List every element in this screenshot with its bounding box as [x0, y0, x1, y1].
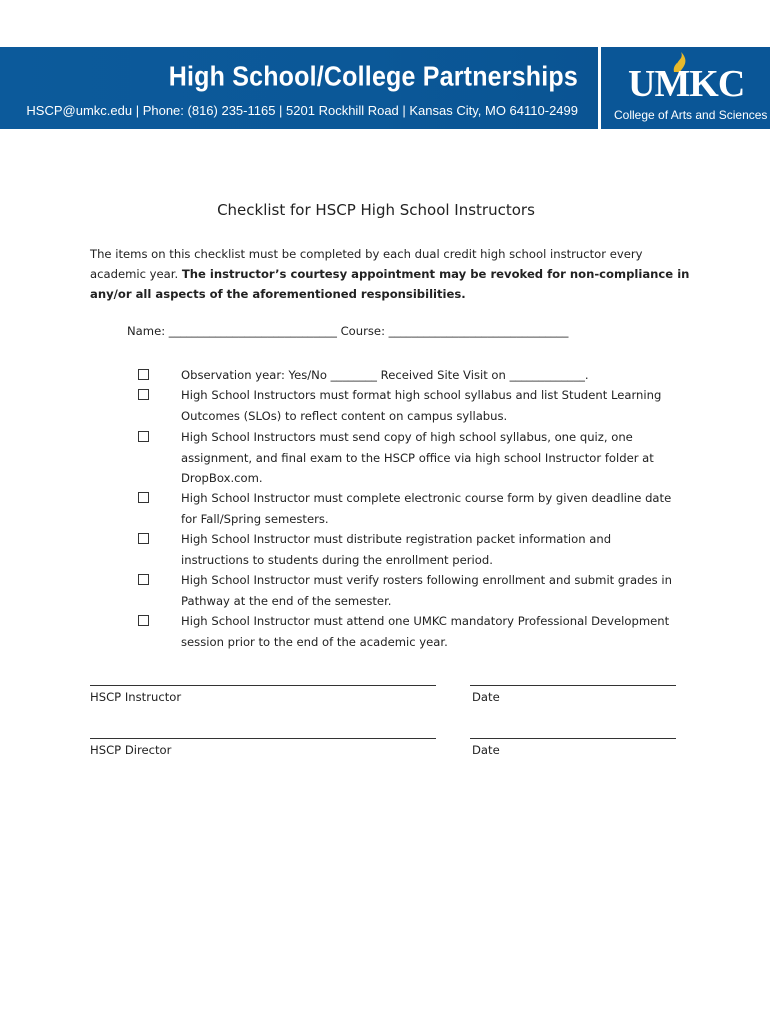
header-contact: HSCP@umkc.edu | Phone: (816) 235-1165 | 5201 Rockhill Road | Kansas City, MO 64110-2499	[26, 103, 578, 118]
checklist-item-text: High School Instructor must attend one UMKC mandatory Professional Development session prior to the end of the academic year.	[181, 614, 670, 649]
checklist-item-text: High School Instructor must distribute registration packet information and instructions to students during the enrollment period.	[181, 532, 612, 567]
instructor-signature-line[interactable]	[90, 685, 436, 686]
checkbox[interactable]	[138, 574, 149, 585]
logo-subtitle: College of Arts and Sciences	[614, 108, 768, 122]
umkc-logo: UMKC	[628, 63, 745, 105]
checkbox[interactable]	[138, 431, 149, 442]
instructor-date-line[interactable]	[470, 685, 676, 686]
checkbox[interactable]	[138, 369, 149, 380]
director-signature-line[interactable]	[90, 738, 436, 739]
checkbox[interactable]	[138, 492, 149, 503]
instructor-date-label: Date	[472, 690, 500, 704]
instructor-signature-label: HSCP Instructor	[90, 690, 182, 704]
intro-text: The items on this checklist must be completed by each dual credit high school instructor every academic year.	[90, 247, 643, 281]
checklist-item-text: High School Instructor must verify rosters following enrollment and submit grades in Pathway at the end of the semester.	[181, 573, 672, 608]
intro-paragraph	[90, 244, 690, 304]
director-signature-label: HSCP Director	[90, 743, 172, 757]
checkbox[interactable]	[138, 615, 149, 626]
director-date-line[interactable]	[470, 738, 676, 739]
name-course-line: Name: _____________________________ Course: _______________________________	[127, 324, 569, 338]
checklist-item-text: Observation year: Yes/No ________ Received Site Visit on _____________.	[181, 368, 589, 382]
checkbox[interactable]	[138, 389, 149, 400]
intro-bold-text: The instructor’s courtesy appointment may be revoked for non-compliance in any/or all aspects of the aforementioned responsibilities.	[90, 267, 690, 301]
checklist-item-text: High School Instructors must format high school syllabus and list Student Learning Outcomes (SLOs) to reflect content on campus syllabus.	[181, 388, 662, 423]
director-date-label: Date	[472, 743, 500, 757]
checklist-item-text: High School Instructors must send copy of high school syllabus, one quiz, one assignment, and final exam to the HSCP office via high school Instructor folder at DropBox.com.	[181, 430, 654, 485]
header-title: High School/College Partnerships	[168, 61, 578, 93]
header-title-panel	[0, 47, 598, 129]
document-title: Checklist for HSCP High School Instructors	[217, 201, 535, 219]
checkbox[interactable]	[138, 533, 149, 544]
checklist-item-text: High School Instructor must complete electronic course form by given deadline date for Fall/Spring semesters.	[181, 491, 672, 526]
